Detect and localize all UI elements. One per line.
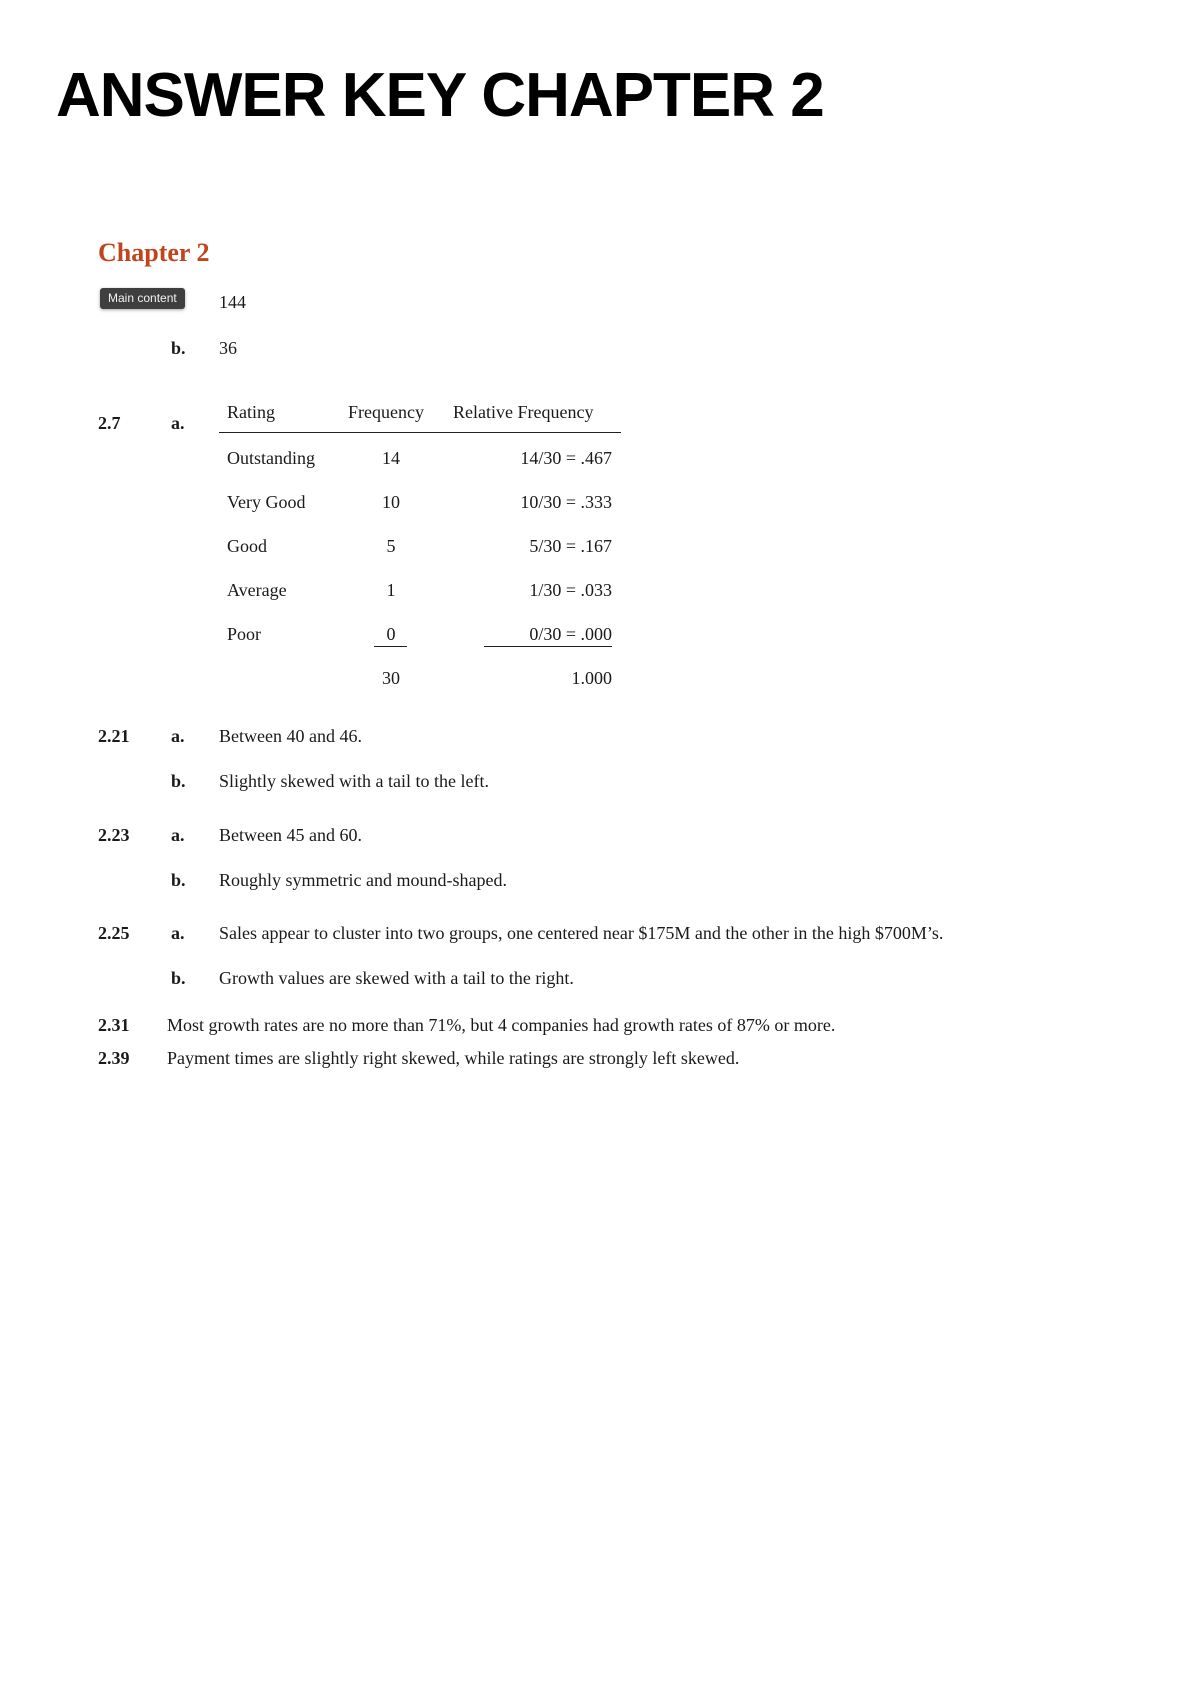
- problem-number: 2.21: [98, 726, 130, 746]
- table-cell-frequency: 10: [382, 492, 400, 512]
- chapter-heading: Chapter 2: [98, 238, 210, 267]
- part-label: b.: [171, 968, 186, 988]
- answer-text: Slightly skewed with a tail to the left.: [219, 771, 489, 791]
- answer-text: Growth values are skewed with a tail to the right.: [219, 968, 574, 988]
- problem-number: 2.31: [98, 1015, 130, 1035]
- part-label: b.: [171, 870, 186, 890]
- answer-text: Between 40 and 46.: [219, 726, 362, 746]
- table-cell-rating: Very Good: [227, 492, 306, 512]
- table-cell-rating: Poor: [227, 624, 262, 644]
- table-cell-relative-frequency: 14/30 = .467: [520, 448, 612, 468]
- table-cell-frequency: 14: [382, 448, 400, 468]
- table-cell-relative-frequency: 10/30 = .333: [520, 492, 612, 512]
- problem-number: 2.39: [98, 1048, 130, 1068]
- problem-number: 2.7: [98, 413, 121, 433]
- table-total-relative-frequency: 1.000: [571, 668, 612, 688]
- table-cell-rating: Good: [227, 536, 267, 556]
- table-total-frequency: 30: [382, 668, 400, 688]
- table-cell-frequency: 5: [386, 536, 396, 556]
- table-header-frequency: Frequency: [348, 402, 424, 422]
- answer-text: Roughly symmetric and mound-shaped.: [219, 870, 507, 890]
- answer-text: Sales appear to cluster into two groups, one centered near $175M and the other in the high $700M’s.: [219, 923, 944, 943]
- table-cell-rating: Average: [227, 580, 287, 600]
- part-label: b.: [171, 771, 186, 791]
- part-label: a.: [171, 923, 185, 943]
- table-cell-relative-frequency: 1/30 = .033: [529, 580, 612, 600]
- table-cell-rating: Outstanding: [227, 448, 315, 468]
- part-label: b.: [171, 338, 186, 358]
- table-cell-relative-frequency: 5/30 = .167: [529, 536, 612, 556]
- sum-rule-relative: [484, 646, 612, 647]
- problem-number: 2.25: [98, 923, 130, 943]
- page-title: ANSWER KEY CHAPTER 2: [56, 61, 824, 130]
- table-header-relative-frequency: Relative Frequency: [453, 402, 594, 422]
- answer-a-value: 144: [219, 292, 246, 312]
- answer-text: Between 45 and 60.: [219, 825, 362, 845]
- table-cell-frequency: 0: [386, 624, 396, 644]
- part-label: a.: [171, 726, 185, 746]
- table-header-rating: Rating: [227, 402, 275, 422]
- part-label: a.: [171, 413, 185, 433]
- answer-text: Most growth rates are no more than 71%, but 4 companies had growth rates of 87% or more.: [167, 1015, 836, 1035]
- table-cell-relative-frequency: 0/30 = .000: [529, 624, 612, 644]
- sum-rule-frequency: [374, 646, 407, 647]
- table-cell-frequency: 1: [386, 580, 396, 600]
- main-content-tooltip: Main content: [100, 288, 185, 309]
- part-label: a.: [171, 825, 185, 845]
- answer-b-value: 36: [219, 338, 237, 358]
- table-header-rule: [219, 432, 621, 433]
- answer-text: Payment times are slightly right skewed, while ratings are strongly left skewed.: [167, 1048, 740, 1068]
- problem-number: 2.23: [98, 825, 130, 845]
